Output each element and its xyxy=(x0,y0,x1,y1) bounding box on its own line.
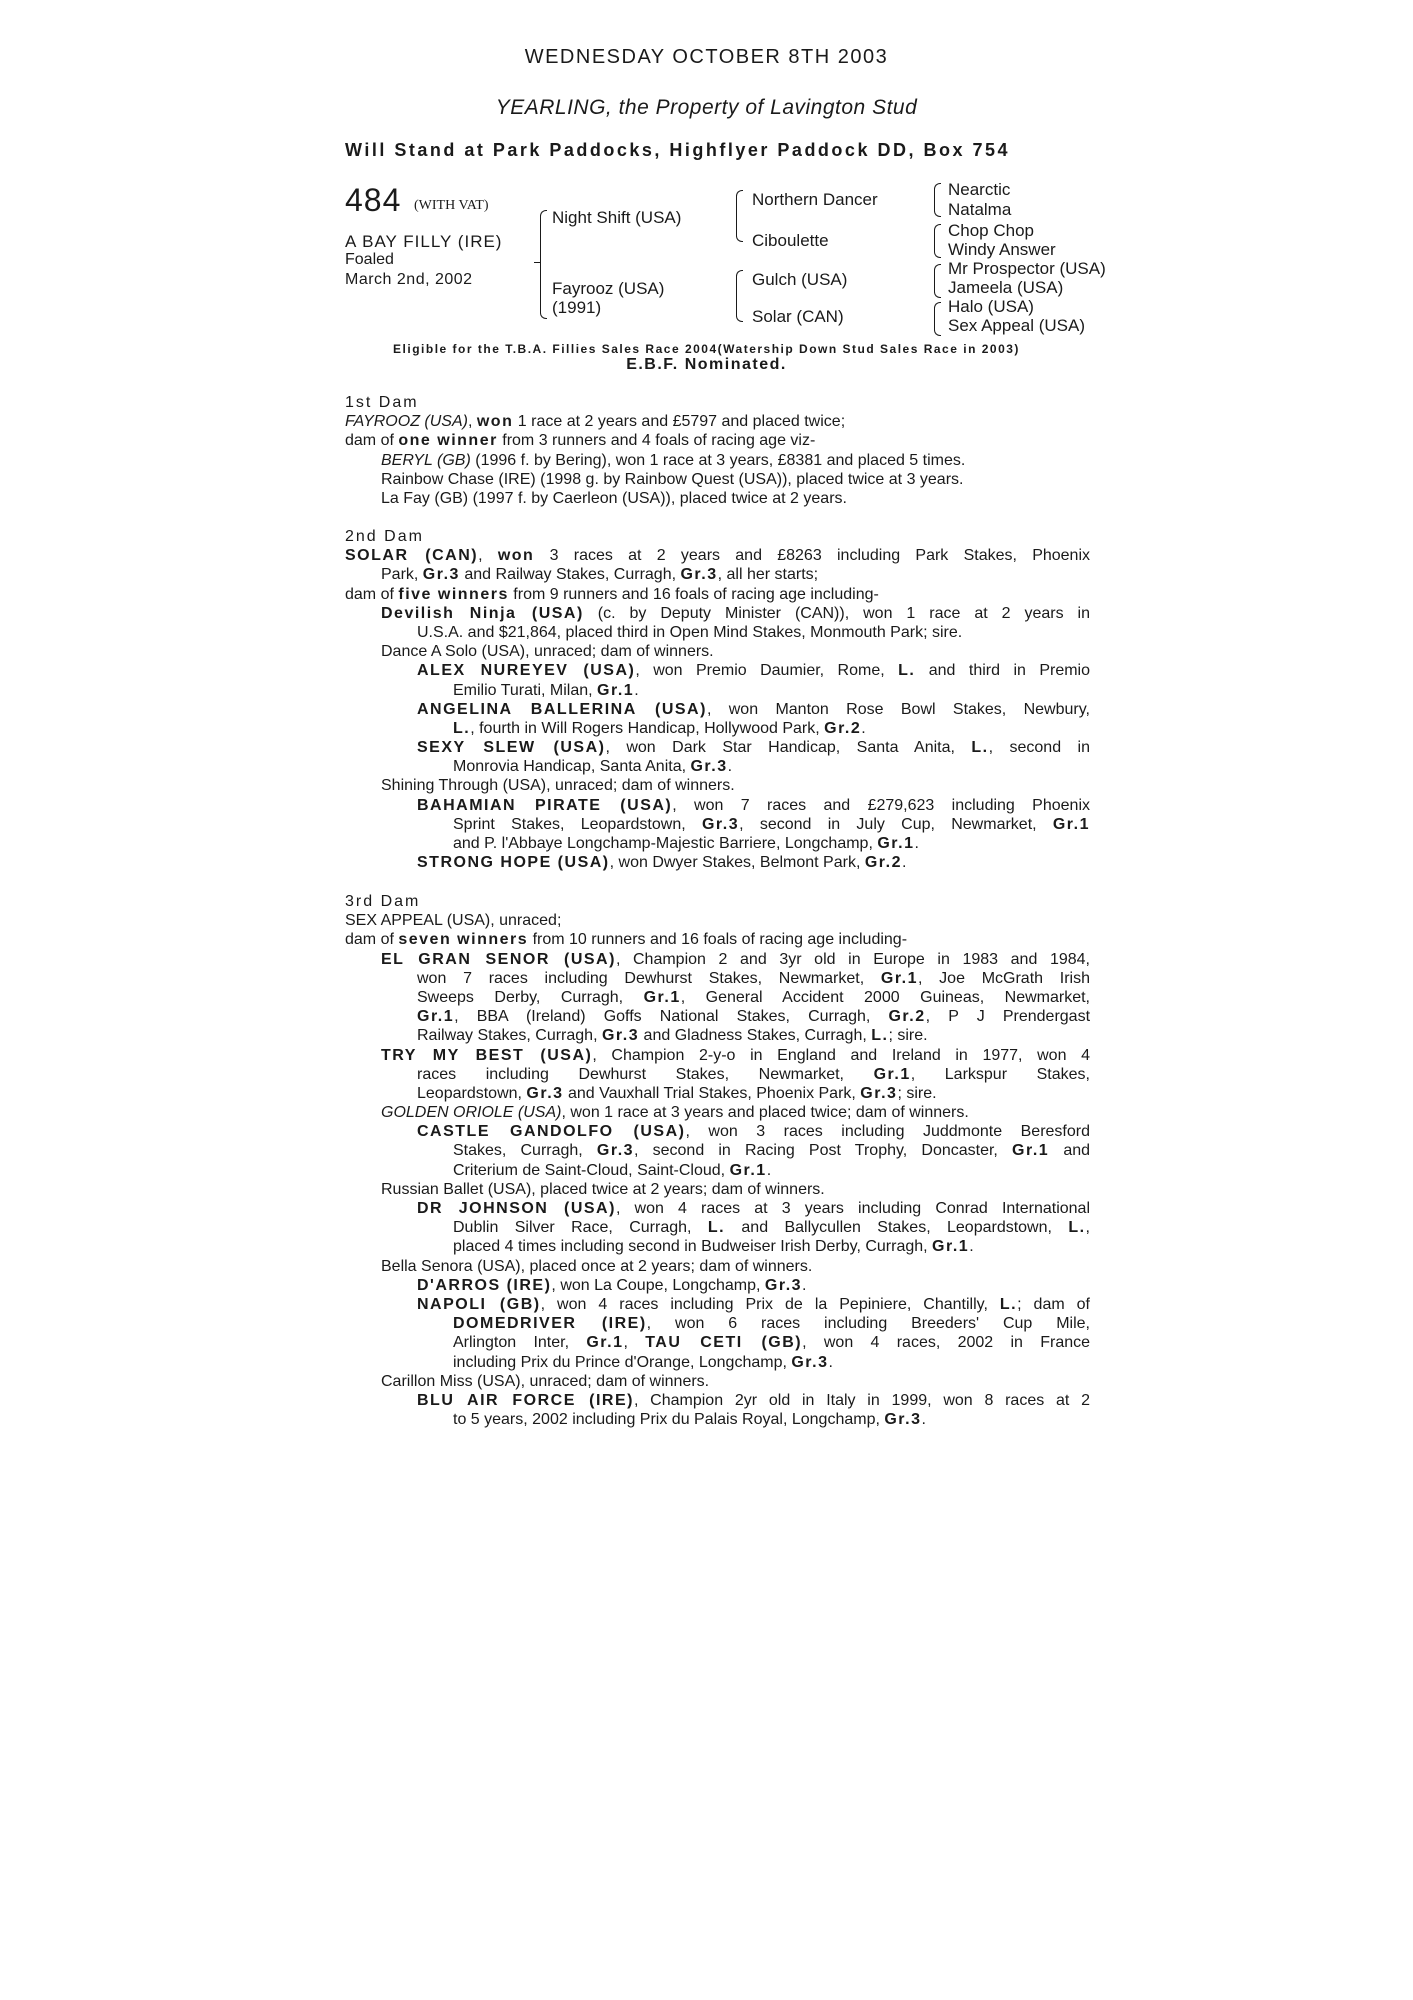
bold-text: L. xyxy=(1068,1219,1086,1237)
bold-text: BAHAMIAN PIRATE (USA) xyxy=(417,796,673,814)
text-segment: and Railway Stakes, Curragh, xyxy=(459,566,681,584)
bold-text: L. xyxy=(871,1027,889,1045)
text-segment: , second in July Cup, Newmarket, xyxy=(739,815,1053,833)
text-line xyxy=(345,1103,1090,1122)
text-segment: , fourth in Will Rogers Handicap, Hollywood Park, xyxy=(470,719,825,737)
text-segment: to 5 years, 2002 including Prix du Palais Royal, Longchamp, xyxy=(453,1411,885,1429)
pedigree-brace xyxy=(534,262,540,263)
text-segment: . xyxy=(914,835,919,852)
pedigree-brace xyxy=(934,224,941,258)
text-line xyxy=(345,1007,1090,1026)
text-segment: and third in Premio xyxy=(915,662,1090,680)
pedigree-dam: Fayrooz (USA) xyxy=(552,279,665,298)
text-line xyxy=(345,969,1090,988)
text-segment: , P J Prendergast xyxy=(925,1008,1091,1026)
text-segment: , all her starts; xyxy=(717,566,819,584)
bold-text: L. xyxy=(453,719,471,737)
text-segment: Emilio Turati, Milan, xyxy=(453,681,598,699)
text-segment: . xyxy=(802,1276,807,1294)
bold-text: Gr.3 xyxy=(680,566,718,584)
pedigree-g3-3: Chop Chop xyxy=(948,221,1035,240)
text-line xyxy=(345,1218,1090,1237)
text-segment: , won 4 races at 3 years including Conrad International xyxy=(615,1200,1091,1217)
text-line xyxy=(345,585,1090,604)
bold-text: Gr.3 xyxy=(596,1142,635,1160)
bold-text: Gr.1 xyxy=(877,835,915,852)
text-line xyxy=(345,1084,1090,1103)
text-line xyxy=(345,470,1090,489)
bold-text: L. xyxy=(971,739,989,757)
bold-text: Gr.3 xyxy=(701,815,740,833)
second-dam-heading: 2nd Dam xyxy=(345,528,424,545)
text-segment: Bella Senora (USA), placed once at 2 years; dam of winners. xyxy=(381,1257,813,1275)
text-segment: , Champion 2yr old in Italy in 1999, won 8 races at 2 xyxy=(633,1391,1090,1409)
text-segment: 3 races at 2 years and £8263 including Park Stakes, Phoenix xyxy=(534,547,1091,565)
bold-text: D'ARROS (IRE) xyxy=(417,1276,552,1294)
text-segment: . xyxy=(828,1353,833,1371)
text-segment: Shining Through (USA), unraced; dam of winners. xyxy=(381,777,735,795)
bold-text: EL GRAN SENOR (USA) xyxy=(381,950,616,968)
bold-text: Gr.3 xyxy=(791,1353,829,1371)
text-line xyxy=(345,565,1090,584)
third-dam-heading: 3rd Dam xyxy=(345,893,421,910)
bold-text: Gr.1 xyxy=(417,1008,455,1026)
text-segment: Monrovia Handicap, Santa Anita, xyxy=(453,758,691,776)
text-segment: . xyxy=(727,758,733,776)
text-segment: SEX APPEAL (USA), unraced; xyxy=(345,912,562,930)
pedigree-brace xyxy=(934,264,941,298)
text-segment: Dublin Silver Race, Curragh, xyxy=(453,1219,708,1237)
bold-text: one winner xyxy=(398,432,498,450)
text-line xyxy=(345,1122,1090,1141)
stand-location: Will Stand at Park Paddocks, Highflyer Paddock DD, Box 754 xyxy=(345,140,1010,160)
bold-text: TRY MY BEST (USA) xyxy=(381,1046,593,1064)
bold-text: L. xyxy=(707,1219,726,1237)
text-segment: , second in xyxy=(988,739,1090,757)
bold-text: SEXY SLEW (USA) xyxy=(417,739,606,757)
text-segment: Railway Stakes, Curragh, xyxy=(417,1027,602,1045)
text-segment: and P. l'Abbaye Longchamp-Majestic Barriere, Longchamp, xyxy=(453,835,878,852)
text-segment: placed 4 times including second in Budweiser Irish Derby, Curragh, xyxy=(453,1238,933,1256)
text-line xyxy=(345,796,1090,815)
text-line xyxy=(345,1276,1090,1295)
pedigree-dam-sire: Gulch (USA) xyxy=(752,270,848,289)
text-segment: 1 race at 2 years and £5797 and placed twice; xyxy=(513,413,846,431)
text-line xyxy=(345,1410,1090,1429)
bold-text: DOMEDRIVER (IRE) xyxy=(453,1315,647,1333)
bold-text: NAPOLI (GB) xyxy=(417,1295,541,1313)
first-dam-lines xyxy=(345,412,1090,508)
bold-text: Gr.1 xyxy=(729,1161,767,1179)
bold-text: SOLAR (CAN) xyxy=(345,547,479,565)
bold-text: Gr.1 xyxy=(880,969,919,987)
pedigree-g3-2: Natalma xyxy=(948,200,1012,219)
text-line xyxy=(345,1353,1090,1372)
text-segment: ; sire. xyxy=(897,1084,937,1102)
bold-text: Gr.2 xyxy=(824,719,862,737)
bold-text: ALEX NUREYEV (USA) xyxy=(417,662,636,680)
bold-text: Gr.3 xyxy=(884,1411,922,1429)
text-segment: Sweeps Derby, Curragh, xyxy=(417,988,644,1006)
bold-text: DR JOHNSON (USA) xyxy=(417,1200,616,1217)
text-segment: Rainbow Chase (IRE) (1998 g. by Rainbow Quest (USA)), placed twice at 3 years. xyxy=(381,470,964,488)
text-line xyxy=(345,623,1090,642)
text-line xyxy=(345,950,1090,969)
text-segment: . xyxy=(766,1161,772,1179)
text-segment: , won Premio Daumier, Rome, xyxy=(635,662,899,680)
bold-text: Gr.1 xyxy=(1012,1142,1050,1160)
pedigree-g3-1: Nearctic xyxy=(948,180,1011,199)
text-segment: . xyxy=(921,1411,926,1429)
bold-text: Gr.3 xyxy=(601,1027,640,1045)
text-segment: , won 6 races including Breeders' Cup Mile, xyxy=(646,1315,1090,1333)
text-segment: Leopardstown, xyxy=(417,1084,527,1102)
text-line xyxy=(345,1026,1090,1045)
bold-text: Gr.2 xyxy=(888,1008,926,1026)
text-line xyxy=(345,604,1090,623)
text-line xyxy=(345,412,1090,431)
text-segment: dam of xyxy=(345,931,399,949)
text-line xyxy=(345,719,1090,738)
bold-text: won xyxy=(497,547,535,565)
bold-text: Gr.1 xyxy=(932,1238,970,1256)
pedigree-g3-6: Jameela (USA) xyxy=(948,278,1064,297)
text-segment: . xyxy=(861,719,866,737)
text-segment: Criterium de Saint-Cloud, Saint-Cloud, xyxy=(453,1161,730,1179)
text-line xyxy=(345,1257,1090,1276)
text-segment: ; sire. xyxy=(888,1027,928,1045)
text-line xyxy=(345,1161,1090,1180)
sale-date: WEDNESDAY OCTOBER 8TH 2003 xyxy=(524,46,889,68)
bold-text: Devilish Ninja (USA) xyxy=(381,604,584,622)
text-line xyxy=(345,815,1090,834)
ebf-nominated: E.B.F. Nominated. xyxy=(626,356,787,373)
pedigree-brace xyxy=(934,183,941,217)
text-segment: and Gladness Stakes, Curragh, xyxy=(639,1027,872,1045)
text-segment: , won Dwyer Stakes, Belmont Park, xyxy=(609,854,865,872)
bold-text: won xyxy=(476,413,514,431)
text-line xyxy=(345,642,1090,661)
bold-text: Gr.3 xyxy=(860,1084,898,1102)
text-segment: races including Dewhurst Stakes, Newmarket, xyxy=(417,1065,874,1083)
first-dam-section xyxy=(345,393,1090,508)
text-line xyxy=(345,1237,1090,1256)
text-segment: Dance A Solo (USA), unraced; dam of winners. xyxy=(381,643,714,661)
bold-text: STRONG HOPE (USA) xyxy=(417,854,610,872)
second-dam-lines xyxy=(345,546,1090,872)
text-segment: , BBA (Ireland) Goffs National Stakes, Curragh, xyxy=(454,1008,889,1026)
italic-text: GOLDEN ORIOLE (USA) xyxy=(381,1104,562,1122)
bold-text: five winners xyxy=(398,585,509,603)
third-dam-section xyxy=(345,892,1090,1429)
text-segment: dam of xyxy=(345,432,399,450)
text-segment: , Champion 2 and 3yr old in Europe in 1983 and 1984, xyxy=(615,950,1091,968)
bold-text: Gr.1 xyxy=(873,1065,911,1083)
text-line xyxy=(345,1199,1090,1218)
text-segment: , xyxy=(478,547,498,565)
text-segment: La Fay (GB) (1997 f. by Caerleon (USA)), placed twice at 2 years. xyxy=(381,489,847,507)
text-line xyxy=(345,681,1090,700)
text-line xyxy=(345,834,1090,853)
text-line xyxy=(345,911,1090,930)
text-line xyxy=(345,661,1090,680)
bold-text: Gr.1 xyxy=(1052,815,1090,833)
text-segment: , won 4 races including Prix de la Pepiniere, Chantilly, xyxy=(540,1295,1000,1313)
vat-note: (WITH VAT) xyxy=(414,198,489,213)
text-segment: . xyxy=(901,854,907,872)
text-segment: , won Manton Rose Bowl Stakes, Newbury, xyxy=(706,700,1090,718)
text-segment: (c. by Deputy Minister (CAN)), won 1 race at 2 years in xyxy=(583,604,1091,622)
lot-number: 484 xyxy=(345,182,402,218)
text-segment: , won 1 race at 3 years and placed twice; dam of winners. xyxy=(561,1104,969,1122)
italic-text: FAYROOZ (USA) xyxy=(345,413,468,431)
text-segment: won 7 races including Dewhurst Stakes, Newmarket, xyxy=(417,969,881,987)
text-line xyxy=(345,1141,1090,1160)
text-segment: U.S.A. and $21,864, placed third in Open Mind Stakes, Monmouth Park; sire. xyxy=(417,623,963,641)
text-segment: , won 4 races, 2002 in France xyxy=(802,1334,1091,1352)
pedigree-brace xyxy=(540,210,547,265)
bold-text: L. xyxy=(999,1295,1018,1313)
text-segment: and xyxy=(1049,1142,1091,1160)
horse-description: A BAY FILLY (IRE) xyxy=(345,232,503,251)
foaled-label: Foaled xyxy=(345,251,394,268)
bold-text: Gr.3 xyxy=(422,566,460,584)
text-line xyxy=(345,489,1090,508)
text-line xyxy=(345,853,1090,872)
text-segment: Park, xyxy=(381,566,423,584)
second-dam-section xyxy=(345,527,1090,872)
text-segment: Stakes, Curragh, xyxy=(453,1142,597,1160)
pedigree-brace xyxy=(736,270,743,322)
text-segment: from 9 runners and 16 foals of racing age including- xyxy=(508,585,879,603)
bold-text: Gr.1 xyxy=(643,988,681,1006)
bold-text: Gr.2 xyxy=(864,854,902,872)
eligibility-note: Eligible for the T.B.A. Fillies Sales Race 2004(Watership Down Stud Sales Race in 2003) xyxy=(393,342,1020,356)
text-segment: and Ballycullen Stakes, Leopardstown, xyxy=(725,1219,1069,1237)
text-segment: Russian Ballet (USA), placed twice at 2 years; dam of winners. xyxy=(381,1180,825,1198)
third-dam-lines xyxy=(345,911,1090,1429)
text-segment: , xyxy=(623,1334,646,1352)
text-line xyxy=(345,1333,1090,1352)
pedigree-g3-5: Mr Prospector (USA) xyxy=(948,259,1106,278)
text-segment: , won Dark Star Handicap, Santa Anita, xyxy=(605,739,972,757)
pedigree-brace xyxy=(934,302,941,336)
first-dam-heading: 1st Dam xyxy=(345,394,419,411)
pedigree-g3-7: Halo (USA) xyxy=(948,297,1034,316)
text-segment: , General Accident 2000 Guineas, Newmarket, xyxy=(680,988,1090,1006)
text-segment: , Joe McGrath Irish xyxy=(918,969,1090,987)
property-line: YEARLING, the Property of Lavington Stud xyxy=(495,96,918,119)
text-segment: ; dam of xyxy=(1017,1295,1090,1313)
bold-text: Gr.3 xyxy=(690,758,728,776)
text-segment: including Prix du Prince d'Orange, Longchamp, xyxy=(453,1353,792,1371)
pedigree-brace xyxy=(540,264,547,319)
foaled-date: March 2nd, 2002 xyxy=(345,271,473,288)
text-segment: and Vauxhall Trial Stakes, Phoenix Park, xyxy=(563,1084,861,1102)
text-line xyxy=(345,1046,1090,1065)
bold-text: Gr.1 xyxy=(597,681,635,699)
text-line xyxy=(345,1065,1090,1084)
text-line xyxy=(345,776,1090,795)
pedigree-sire: Night Shift (USA) xyxy=(552,208,682,227)
text-segment: , Champion 2-y-o in England and Ireland in 1977, won 4 xyxy=(592,1046,1091,1064)
text-line xyxy=(345,546,1090,565)
text-segment: , second in Racing Post Trophy, Doncaster, xyxy=(634,1142,1013,1160)
text-segment: , xyxy=(467,413,477,431)
text-line xyxy=(345,451,1090,470)
text-segment: Sprint Stakes, Leopardstown, xyxy=(453,815,702,833)
text-line xyxy=(345,738,1090,757)
text-line xyxy=(345,1295,1090,1314)
text-line xyxy=(345,930,1090,949)
bold-text: TAU CETI (GB) xyxy=(645,1334,803,1352)
text-segment: from 10 runners and 16 foals of racing age including- xyxy=(528,931,908,949)
text-line xyxy=(345,1372,1090,1391)
text-segment: . xyxy=(634,681,639,699)
bold-text: seven winners xyxy=(398,931,529,949)
pedigree-brace xyxy=(736,190,743,242)
text-segment: , won 3 races including Juddmonte Beresford xyxy=(685,1123,1090,1141)
text-segment: , won La Coupe, Longchamp, xyxy=(551,1276,765,1294)
text-line xyxy=(345,1180,1090,1199)
bold-text: Gr.1 xyxy=(586,1334,624,1352)
bold-text: Gr.3 xyxy=(526,1084,564,1102)
text-line xyxy=(345,431,1090,450)
text-segment: (1996 f. by Bering), won 1 race at 3 years, £8381 and placed 5 times. xyxy=(470,451,966,469)
pedigree-dam-year: (1991) xyxy=(552,298,602,317)
bold-text: Gr.3 xyxy=(764,1276,803,1294)
text-line xyxy=(345,988,1090,1007)
bold-text: ANGELINA BALLERINA (USA) xyxy=(417,700,707,718)
text-line xyxy=(345,757,1090,776)
pedigree-dam-dam: Solar (CAN) xyxy=(752,307,844,326)
bold-text: BLU AIR FORCE (IRE) xyxy=(417,1391,634,1409)
bold-text: CASTLE GANDOLFO (USA) xyxy=(417,1123,686,1141)
text-line xyxy=(345,700,1090,719)
text-segment: , won 7 races and £279,623 including Phoenix xyxy=(672,796,1090,814)
text-segment: dam of xyxy=(345,585,399,603)
text-segment: Carillon Miss (USA), unraced; dam of winners. xyxy=(381,1372,710,1390)
italic-text: BERYL (GB) xyxy=(381,451,471,469)
pedigree-g3-4: Windy Answer xyxy=(948,240,1056,259)
bold-text: L. xyxy=(898,662,916,680)
text-line xyxy=(345,1391,1090,1410)
text-segment: . xyxy=(969,1238,974,1256)
pedigree-g3-8: Sex Appeal (USA) xyxy=(948,316,1086,335)
text-line xyxy=(345,1314,1090,1333)
pedigree-sire-sire: Northern Dancer xyxy=(752,190,878,209)
text-segment: from 3 runners and 4 foals of racing age viz- xyxy=(497,432,816,450)
pedigree-sire-dam: Ciboulette xyxy=(752,231,829,250)
text-segment: Arlington Inter, xyxy=(453,1334,587,1352)
text-segment: , xyxy=(1085,1219,1090,1237)
text-segment: , Larkspur Stakes, xyxy=(910,1065,1090,1083)
